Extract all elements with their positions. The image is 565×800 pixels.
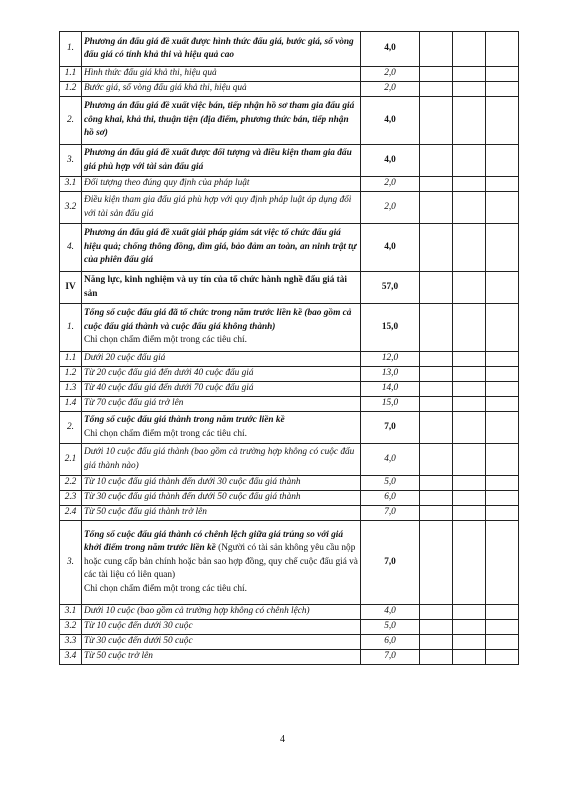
max-score: 4,0 <box>361 97 420 145</box>
criterion-title: Tổng số cuộc đấu giá đã tổ chức trong năm trước liền kề (bao gồm cả cuộc đấu giá thành và cuộc đấu giá không thành) <box>84 308 352 332</box>
score-cell-empty[interactable] <box>453 491 486 506</box>
criterion-title: Phương án đấu giá đề xuất được đối tượng và điều kiện tham gia đấu giá phù hợp với tài sản đấu giá <box>84 148 352 172</box>
score-cell-empty[interactable] <box>420 397 453 412</box>
max-score: 2,0 <box>361 82 420 97</box>
max-score: 6,0 <box>361 491 420 506</box>
table-row <box>60 224 519 272</box>
criterion-title: Từ 70 cuộc đấu giá trở lên <box>84 398 184 409</box>
table-row <box>60 444 519 476</box>
max-score: 5,0 <box>361 476 420 491</box>
score-cell-empty[interactable] <box>486 444 519 476</box>
score-cell-empty[interactable] <box>486 620 519 635</box>
criterion-title: Đối tượng theo đúng quy định của pháp luật <box>84 178 250 189</box>
score-cell-empty[interactable] <box>486 224 519 272</box>
table-row <box>60 605 519 620</box>
max-score: 2,0 <box>361 192 420 224</box>
row-number: 2.3 <box>60 491 82 506</box>
score-cell-empty[interactable] <box>453 224 486 272</box>
criterion-title: Điều kiện tham gia đấu giá phù hợp với quy định pháp luật áp dụng đối với tài sản đấu giá <box>84 195 352 219</box>
score-cell-empty[interactable] <box>486 67 519 82</box>
score-cell-empty[interactable] <box>420 444 453 476</box>
row-number: 2. <box>60 97 82 145</box>
table-row <box>60 506 519 521</box>
max-score: 7,0 <box>361 506 420 521</box>
score-cell-empty[interactable] <box>420 367 453 382</box>
criteria-table <box>59 31 519 665</box>
criterion-text <box>82 412 361 444</box>
criterion-text <box>82 491 361 506</box>
row-number: 1.3 <box>60 382 82 397</box>
criterion-title: Hình thức đấu giá khả thi, hiệu quả <box>84 68 217 79</box>
criterion-text <box>82 352 361 367</box>
criterion-text <box>82 620 361 635</box>
criterion-text <box>82 192 361 224</box>
row-number: 3.1 <box>60 605 82 620</box>
criterion-text <box>82 521 361 605</box>
criterion-title: Tổng số cuộc đấu giá thành trong năm trước liền kề <box>84 415 285 425</box>
table-row <box>60 97 519 145</box>
criterion-title: Từ 10 cuộc đến dưới 30 cuộc <box>84 621 193 632</box>
max-score: 6,0 <box>361 635 420 650</box>
score-cell-empty[interactable] <box>486 397 519 412</box>
score-cell-empty[interactable] <box>453 650 486 665</box>
criterion-title: Từ 50 cuộc trở lên <box>84 651 153 662</box>
table-row <box>60 367 519 382</box>
criterion-title: Phương án đấu giá đề xuất giải pháp giám sát việc tổ chức đấu giá hiệu quả; chống thông đồng, dìm giá, bảo đảm an toàn, an ninh trật tự của phiên đấu giá <box>84 228 357 266</box>
score-cell-empty[interactable] <box>486 521 519 605</box>
score-cell-empty[interactable] <box>420 412 453 444</box>
score-cell-empty[interactable] <box>486 97 519 145</box>
max-score: 4,0 <box>361 605 420 620</box>
criterion-text <box>82 476 361 491</box>
criterion-note: Chỉ chọn chấm điểm một trong các tiêu chí. <box>84 583 247 594</box>
score-cell-empty[interactable] <box>420 82 453 97</box>
criterion-text <box>82 177 361 192</box>
max-score: 7,0 <box>361 650 420 665</box>
max-score: 57,0 <box>361 272 420 304</box>
max-score: 13,0 <box>361 367 420 382</box>
score-cell-empty[interactable] <box>486 605 519 620</box>
score-cell-empty[interactable] <box>453 272 486 304</box>
criterion-title: Phương án đấu giá đề xuất việc bán, tiếp nhận hồ sơ tham gia đấu giá công khai, khả thi, thuận tiện (địa điểm, phương thức bán, tiếp nhận hồ sơ) <box>84 101 355 139</box>
criterion-text <box>82 382 361 397</box>
score-cell-empty[interactable] <box>486 272 519 304</box>
score-cell-empty[interactable] <box>420 620 453 635</box>
score-cell-empty[interactable] <box>420 491 453 506</box>
criterion-text <box>82 605 361 620</box>
score-cell-empty[interactable] <box>453 397 486 412</box>
row-number: 3.4 <box>60 650 82 665</box>
score-cell-empty[interactable] <box>420 97 453 145</box>
score-cell-empty[interactable] <box>486 412 519 444</box>
max-score: 7,0 <box>361 521 420 605</box>
criterion-extra: (Người có tài sản không yêu cầu nộp hoặc cung cấp bản chính hoặc bản sao hợp đồng, quy chế cuộc đấu giá và các tài liệu có liên quan) <box>84 543 358 581</box>
max-score: 4,0 <box>361 224 420 272</box>
score-cell-empty[interactable] <box>453 304 486 352</box>
score-cell-empty[interactable] <box>420 635 453 650</box>
criterion-text <box>82 272 361 304</box>
score-cell-empty[interactable] <box>486 352 519 367</box>
score-cell-empty[interactable] <box>486 32 519 67</box>
score-cell-empty[interactable] <box>420 32 453 67</box>
score-cell-empty[interactable] <box>486 177 519 192</box>
criterion-title: Từ 20 cuộc đấu giá đến dưới 40 cuộc đấu giá <box>84 368 254 379</box>
row-number: 1.4 <box>60 397 82 412</box>
row-number: 3.2 <box>60 192 82 224</box>
max-score: 15,0 <box>361 304 420 352</box>
criterion-title: Từ 40 cuộc đấu giá đến dưới 70 cuộc đấu giá <box>84 383 254 394</box>
score-cell-empty[interactable] <box>420 272 453 304</box>
table-row <box>60 412 519 444</box>
score-cell-empty[interactable] <box>453 521 486 605</box>
score-cell-empty[interactable] <box>453 97 486 145</box>
table-row <box>60 67 519 82</box>
score-cell-empty[interactable] <box>453 67 486 82</box>
score-cell-empty[interactable] <box>420 382 453 397</box>
score-cell-empty[interactable] <box>420 476 453 491</box>
criterion-text <box>82 97 361 145</box>
max-score: 4,0 <box>361 32 420 67</box>
criterion-title: Bước giá, số vòng đấu giá khả thi, hiệu quả <box>84 83 247 94</box>
score-cell-empty[interactable] <box>453 620 486 635</box>
score-cell-empty[interactable] <box>453 412 486 444</box>
score-cell-empty[interactable] <box>486 304 519 352</box>
score-cell-empty[interactable] <box>486 491 519 506</box>
score-cell-empty[interactable] <box>453 506 486 521</box>
score-cell-empty[interactable] <box>453 444 486 476</box>
score-cell-empty[interactable] <box>486 82 519 97</box>
table-row <box>60 177 519 192</box>
max-score: 12,0 <box>361 352 420 367</box>
criterion-note: Chỉ chọn chấm điểm một trong các tiêu chí. <box>84 335 247 346</box>
row-number: 1.1 <box>60 67 82 82</box>
row-number: 1.2 <box>60 82 82 97</box>
table-row <box>60 32 519 67</box>
table-row <box>60 352 519 367</box>
criterion-text <box>82 444 361 476</box>
criterion-text <box>82 304 361 352</box>
criterion-title: Dưới 10 cuộc đấu giá thành (bao gồm cả trường hợp không có cuộc đấu giá thành nào) <box>84 447 355 471</box>
max-score: 2,0 <box>361 177 420 192</box>
table-row <box>60 192 519 224</box>
score-cell-empty[interactable] <box>420 177 453 192</box>
score-cell-empty[interactable] <box>486 476 519 491</box>
max-score: 15,0 <box>361 397 420 412</box>
criterion-title: Năng lực, kinh nghiệm và uy tín của tổ chức hành nghề đấu giá tài sản <box>84 275 348 299</box>
table-row <box>60 304 519 352</box>
score-cell-empty[interactable] <box>420 352 453 367</box>
score-cell-empty[interactable] <box>453 367 486 382</box>
score-cell-empty[interactable] <box>453 635 486 650</box>
row-number: 1.1 <box>60 352 82 367</box>
table-row <box>60 491 519 506</box>
criterion-title: Dưới 10 cuộc (bao gồm cả trường hợp không có chênh lệch) <box>84 606 310 617</box>
max-score: 2,0 <box>361 67 420 82</box>
score-cell-empty[interactable] <box>453 382 486 397</box>
score-cell-empty[interactable] <box>486 382 519 397</box>
score-cell-empty[interactable] <box>420 67 453 82</box>
row-number: 3.2 <box>60 620 82 635</box>
criterion-text <box>82 145 361 177</box>
row-number: IV <box>60 272 82 304</box>
criterion-title: Từ 30 cuộc đấu giá thành đến dưới 50 cuộc đấu giá thành <box>84 492 301 503</box>
criterion-text <box>82 635 361 650</box>
criterion-title: Từ 10 cuộc đấu giá thành đến dưới 30 cuộc đấu giá thành <box>84 477 301 488</box>
score-cell-empty[interactable] <box>453 605 486 620</box>
score-cell-empty[interactable] <box>420 304 453 352</box>
score-cell-empty[interactable] <box>453 177 486 192</box>
row-number: 2.1 <box>60 444 82 476</box>
criterion-text <box>82 506 361 521</box>
row-number: 4. <box>60 224 82 272</box>
score-cell-empty[interactable] <box>420 650 453 665</box>
max-score: 4,0 <box>361 145 420 177</box>
score-cell-empty[interactable] <box>453 145 486 177</box>
score-cell-empty[interactable] <box>420 224 453 272</box>
score-cell-empty[interactable] <box>420 506 453 521</box>
table-row <box>60 521 519 605</box>
table-row <box>60 476 519 491</box>
criterion-text <box>82 367 361 382</box>
table-row <box>60 382 519 397</box>
table-row <box>60 82 519 97</box>
row-number: 1.2 <box>60 367 82 382</box>
criterion-title: Từ 30 cuộc đến dưới 50 cuộc <box>84 636 193 647</box>
criterion-title: Từ 50 cuộc đấu giá thành trở lên <box>84 507 207 518</box>
max-score: 4,0 <box>361 444 420 476</box>
score-cell-empty[interactable] <box>420 605 453 620</box>
criterion-text <box>82 224 361 272</box>
criteria-table-body <box>60 32 519 665</box>
score-cell-empty[interactable] <box>453 192 486 224</box>
row-number: 2. <box>60 412 82 444</box>
score-cell-empty[interactable] <box>453 82 486 97</box>
table-row <box>60 272 519 304</box>
score-cell-empty[interactable] <box>453 32 486 67</box>
row-number: 2.4 <box>60 506 82 521</box>
row-number: 3. <box>60 145 82 177</box>
criterion-text <box>82 32 361 67</box>
score-cell-empty[interactable] <box>486 145 519 177</box>
score-cell-empty[interactable] <box>486 635 519 650</box>
criterion-text <box>82 82 361 97</box>
row-number: 3.3 <box>60 635 82 650</box>
max-score: 14,0 <box>361 382 420 397</box>
score-cell-empty[interactable] <box>420 145 453 177</box>
score-cell-empty[interactable] <box>486 506 519 521</box>
criterion-title: Tổng số cuộc đấu giá thành có chênh lệch giữa giá trúng so với giá khởi điểm trong năm trước liền kề <box>84 529 344 554</box>
score-cell-empty[interactable] <box>420 192 453 224</box>
row-number: 1. <box>60 32 82 67</box>
max-score: 5,0 <box>361 620 420 635</box>
score-cell-empty[interactable] <box>486 650 519 665</box>
score-cell-empty[interactable] <box>420 521 453 605</box>
table-row <box>60 650 519 665</box>
criterion-title: Phương án đấu giá đề xuất được hình thức đấu giá, bước giá, số vòng đấu giá có tính khả thi và hiệu quả cao <box>84 36 354 60</box>
criterion-text <box>82 67 361 82</box>
score-cell-empty[interactable] <box>486 192 519 224</box>
score-cell-empty[interactable] <box>453 476 486 491</box>
table-row <box>60 397 519 412</box>
criterion-text <box>82 397 361 412</box>
row-number: 3.1 <box>60 177 82 192</box>
page-number: 4 <box>280 734 285 745</box>
max-score: 7,0 <box>361 412 420 444</box>
table-row <box>60 635 519 650</box>
criterion-title: Dưới 20 cuộc đấu giá <box>84 353 166 364</box>
criterion-text <box>82 650 361 665</box>
row-number: 1. <box>60 304 82 352</box>
criterion-note: Chỉ chọn chấm điểm một trong các tiêu chí. <box>84 428 247 439</box>
table-row <box>60 620 519 635</box>
score-cell-empty[interactable] <box>453 352 486 367</box>
row-number: 2.2 <box>60 476 82 491</box>
table-row <box>60 145 519 177</box>
row-number: 3. <box>60 521 82 605</box>
score-cell-empty[interactable] <box>486 367 519 382</box>
